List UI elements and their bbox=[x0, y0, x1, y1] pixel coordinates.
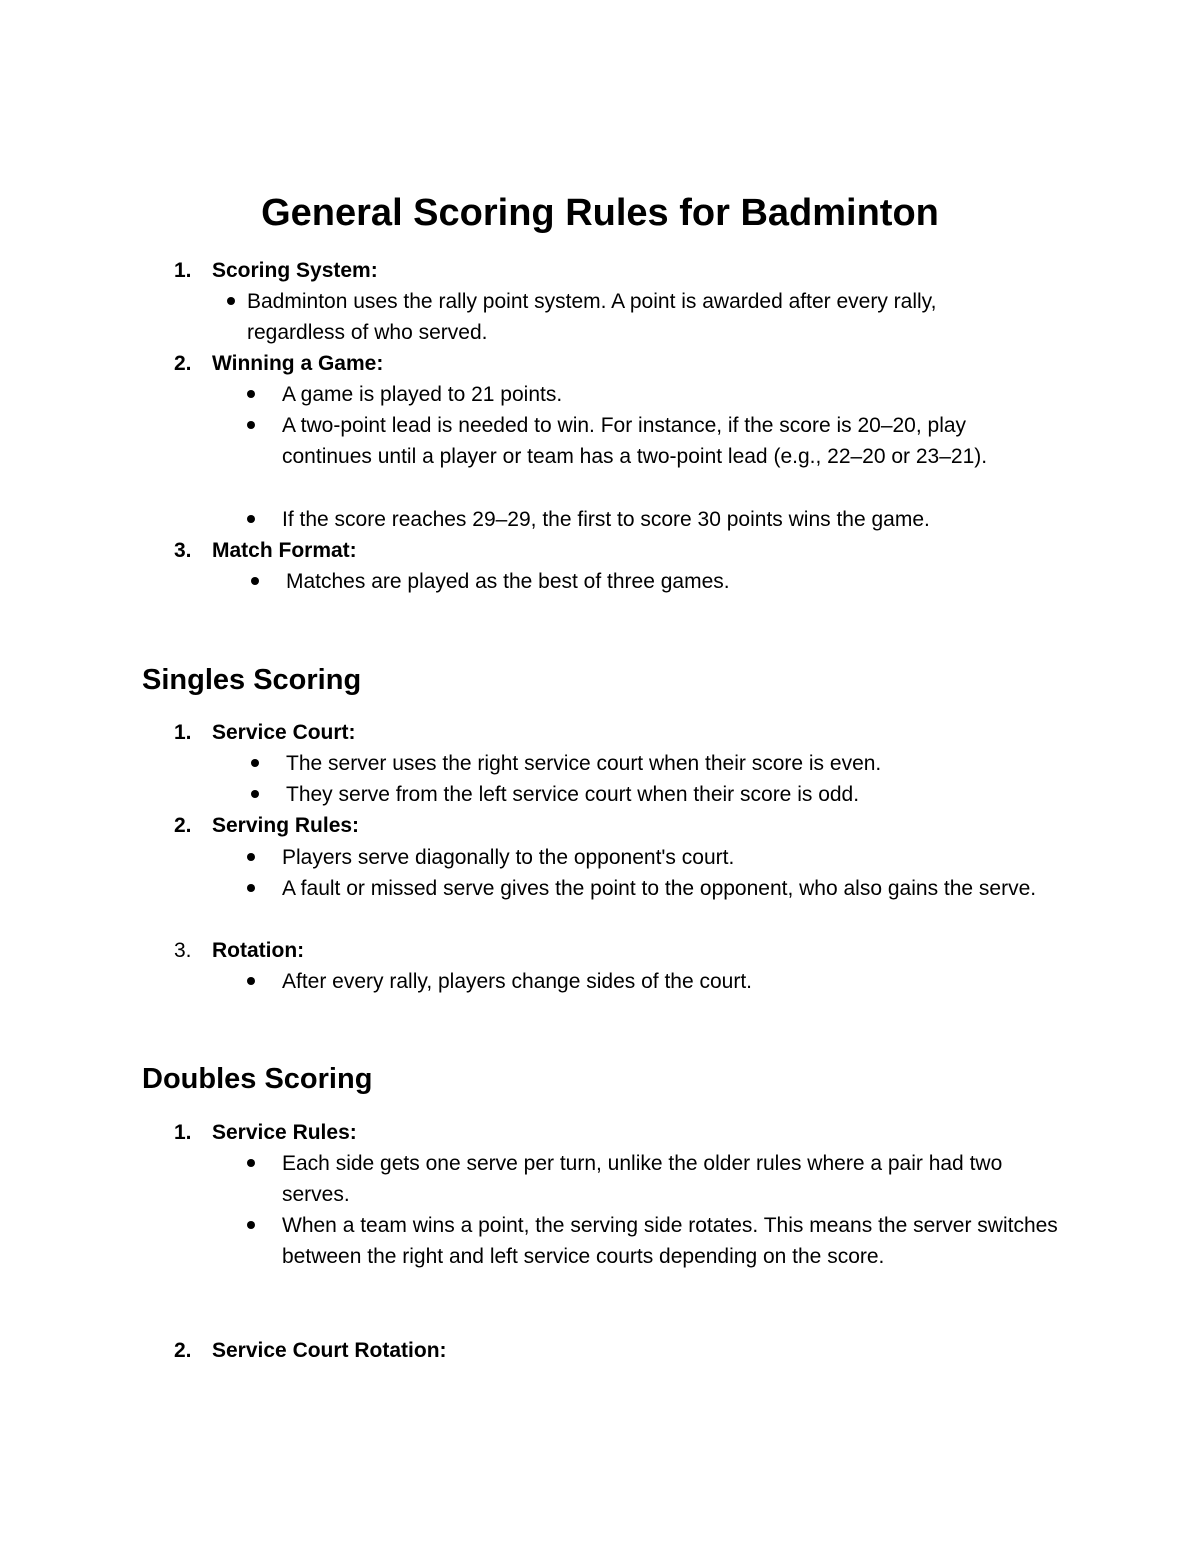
item-label-service-court-rotation: Service Court Rotation: bbox=[212, 1339, 447, 1362]
item-label-match-format: Match Format: bbox=[212, 539, 357, 562]
item-label-rotation: Rotation: bbox=[212, 939, 305, 962]
list-number: 1. bbox=[174, 721, 192, 744]
item-label-scoring-system: Scoring System: bbox=[212, 259, 378, 282]
item-label-winning-a-game: Winning a Game: bbox=[212, 352, 384, 375]
item-label-service-court: Service Court: bbox=[212, 721, 356, 744]
doubles-heading: Doubles Scoring bbox=[142, 1063, 373, 1095]
list-number: 3. bbox=[174, 539, 192, 562]
bullet-text: Matches are played as the best of three games. bbox=[286, 570, 730, 593]
bullet-text: After every rally, players change sides of the court. bbox=[282, 970, 752, 993]
bullet-text: If the score reaches 29–29, the first to score 30 points wins the game. bbox=[282, 508, 930, 531]
bullet-text: They serve from the left service court when their score is odd. bbox=[286, 783, 860, 806]
bullet-icon bbox=[247, 977, 255, 985]
bullet-icon bbox=[247, 390, 255, 398]
bullet-text: A game is played to 21 points. bbox=[282, 383, 563, 406]
bullet-icon bbox=[251, 759, 259, 767]
bullet-icon bbox=[247, 421, 255, 429]
bullet-icon bbox=[247, 1159, 255, 1167]
singles-heading: Singles Scoring bbox=[142, 664, 362, 696]
bullet-text: The server uses the right service court when their score is even. bbox=[286, 752, 882, 775]
list-number: 2. bbox=[174, 814, 192, 837]
bullet-icon bbox=[251, 790, 259, 798]
document-title: General Scoring Rules for Badminton bbox=[261, 192, 939, 234]
bullet-icon bbox=[227, 297, 235, 305]
bullet-text: When a team wins a point, the serving side rotates. This means the server switches between the right and left service courts depending on the score. bbox=[282, 1214, 1058, 1268]
bullet-text: Players serve diagonally to the opponent's court. bbox=[282, 846, 735, 869]
bullet-text: Each side gets one serve per turn, unlike the older rules where a pair had two serves. bbox=[282, 1152, 1003, 1206]
item-label-service-rules: Service Rules: bbox=[212, 1121, 357, 1144]
list-number: 2. bbox=[174, 352, 192, 375]
bullet-text: A two-point lead is needed to win. For instance, if the score is 20–20, play continues until a player or team has a two-point lead (e.g., 22–20 or 23–21). bbox=[282, 414, 988, 468]
bullet-text: Badminton uses the rally point system. A point is awarded after every rally, regardless of who served. bbox=[247, 290, 937, 344]
bullet-icon bbox=[247, 884, 255, 892]
bullet-icon bbox=[247, 853, 255, 861]
list-number: 1. bbox=[174, 1121, 192, 1144]
list-number: 1. bbox=[174, 259, 192, 282]
bullet-icon bbox=[247, 515, 255, 523]
list-number: 3. bbox=[174, 939, 192, 962]
bullet-icon bbox=[251, 577, 259, 585]
bullet-text: A fault or missed serve gives the point to the opponent, who also gains the serve. bbox=[282, 877, 1037, 900]
list-number: 2. bbox=[174, 1339, 192, 1362]
bullet-icon bbox=[247, 1221, 255, 1229]
item-label-serving-rules: Serving Rules: bbox=[212, 814, 360, 837]
